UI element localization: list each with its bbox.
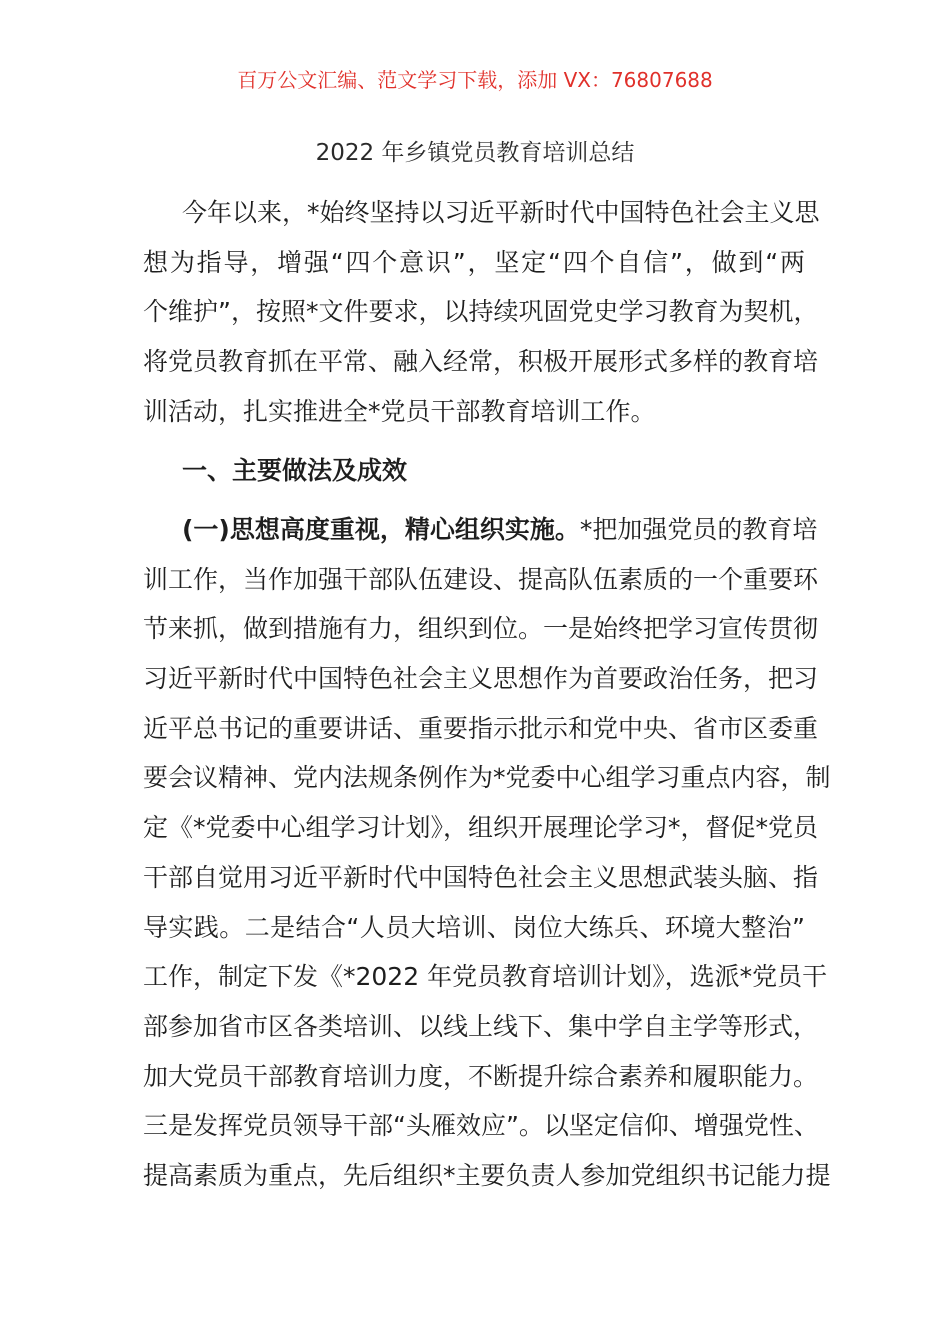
header-watermark-note: 百万公文汇编、范文学习下载，添加 VX：76807688	[237, 68, 713, 92]
intro-paragraph	[143, 188, 820, 436]
body-line-lead	[143, 505, 818, 555]
section-heading-text: 一、主要做法及成效	[182, 456, 408, 485]
body-line: 部参加省市区各类培训、以线上线下、集中学自主学等形式，	[143, 1011, 819, 1041]
body-line: 加大党员干部教育培训力度，不断提升综合素养和履职能力。	[143, 1061, 819, 1091]
body-line: 工作，制定下发《*2022 年党员教育培训计划》，选派*党员干	[143, 962, 828, 992]
body-line: 导实践。二是结合“人员大培训、岗位大练兵、环境大整治”	[143, 912, 805, 942]
body-line: 节来抓，做到措施有力，组织到位。一是始终把学习宣传贯彻	[143, 614, 819, 644]
body-line: 将党员教育抓在平常、融入经常，积极开展形式多样的教育培	[143, 347, 819, 377]
subsection-lead-text: *把加强党员的教育培	[579, 515, 818, 544]
body-line: 提高素质为重点，先后组织*主要负责人参加党组织书记能力提	[143, 1160, 831, 1190]
body-line: 三是发挥党员领导干部“头雁效应”。以坚定信仰、增强党性、	[143, 1111, 819, 1141]
subsection-lead-title: (一)思想高度重视，精心组织实施。	[182, 515, 580, 544]
body-line: 想为指导，增强“四个意识”，坚定“四个自信”，做到“两	[143, 247, 805, 277]
body-line: 训活动，扎实推进全*党员干部教育培训工作。	[143, 396, 656, 426]
document-title: 2022 年乡镇党员教育培训总结	[315, 140, 635, 166]
body-line: 训工作，当作加强干部队伍建设、提高队伍素质的一个重要环	[143, 564, 819, 594]
section-one-paragraph	[143, 505, 831, 1201]
body-line: 今年以来，*始终坚持以习近平新时代中国特色社会主义思	[182, 198, 820, 227]
body-line: 要会议精神、党内法规条例作为*党委中心组学习重点内容，制	[143, 763, 831, 793]
body-line: 定《*党委中心组学习计划》，组织开展理论学习*，督促*党员	[143, 813, 819, 843]
body-line: 个维护”，按照*文件要求，以持续巩固党史学习教育为契机，	[143, 297, 819, 327]
body-line: 干部自觉用习近平新时代中国特色社会主义思想武装头脑、指	[143, 862, 819, 892]
section-heading	[143, 446, 805, 496]
body-line: 习近平新时代中国特色社会主义思想作为首要政治任务，把习	[143, 664, 819, 694]
body-line: 近平总书记的重要讲话、重要指示批示和党中央、省市区委重	[143, 713, 819, 743]
